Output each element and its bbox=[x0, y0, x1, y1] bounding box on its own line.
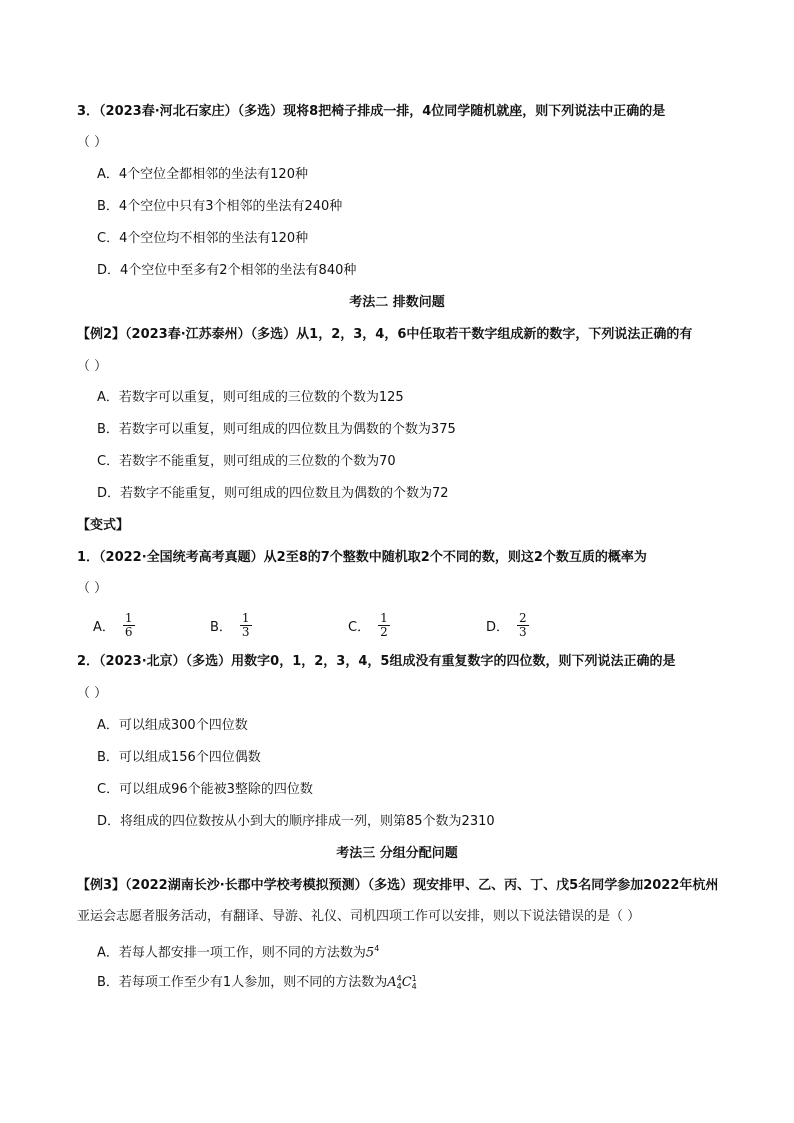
v1-option-c-letter: C． bbox=[348, 619, 371, 635]
v1-option-a bbox=[93, 608, 135, 642]
v1-option-d-letter: D． bbox=[486, 619, 510, 635]
v1-option-a-numerator: 1 bbox=[124, 610, 133, 625]
q3-stem-line1: 3．（2023春·河北石家庄）（多选）现将8把椅子排成一排，4位同学随机就座，则下列说法中正确的是 bbox=[77, 104, 666, 119]
q3-option-d: D．4个空位中至多有2个相邻的坐法有840种 bbox=[97, 263, 357, 278]
ex2-option-c: C．若数字不能重复，则可组成的三位数的个数为70 bbox=[97, 454, 396, 469]
section3-title: 考法三 分组分配问题 bbox=[336, 846, 458, 861]
ex3-stem-line1: 【例3】（2022湖南长沙·长郡中学校考模拟预测）（多选）现安排甲、乙、丙、丁、戊5名同学参加2022年杭州 bbox=[77, 878, 719, 893]
v2-stem-line1: 2．（2023·北京）（多选）用数字0，1，2，3，4，5组成没有重复数字的四位数，则下列说法正确的是 bbox=[77, 654, 676, 669]
section2-title: 考法二 排数问题 bbox=[349, 295, 445, 310]
ex3-option-a bbox=[97, 940, 379, 962]
v1-option-d-denominator: 3 bbox=[519, 624, 527, 639]
ex3-option-b-comb-symbol: C bbox=[401, 975, 412, 990]
ex3-option-a-base: 5 bbox=[365, 945, 375, 961]
v1-option-a-denominator: 6 bbox=[124, 624, 133, 639]
v1-option-b bbox=[210, 608, 252, 642]
v2-option-b: B．可以组成156个四位偶数 bbox=[97, 750, 261, 765]
v1-option-c-denominator: 2 bbox=[380, 624, 388, 639]
ex3-stem-line2: 亚运会志愿者服务活动，有翻译、导游、礼仪、司机四项工作可以安排，则以下说法错误的是（ ） bbox=[77, 909, 641, 924]
q3-answer-bracket: （ ） bbox=[77, 135, 108, 150]
ex3-option-b bbox=[97, 974, 417, 992]
ex2-option-d: D．若数字不能重复，则可组成的四位数且为偶数的个数为72 bbox=[97, 486, 449, 501]
v1-answer-bracket: （ ） bbox=[77, 581, 108, 596]
ex3-option-b-text: B．若每项工作至少有1人参加，则不同的方法数为 bbox=[97, 975, 388, 990]
ex3-option-b-perm-symbol: A bbox=[387, 975, 397, 990]
v1-option-d bbox=[486, 608, 529, 642]
q3-option-b: B．4个空位中只有3个相邻的坐法有240种 bbox=[97, 199, 343, 214]
v1-options-row bbox=[0, 608, 794, 642]
ex3-option-b-comb-indices bbox=[412, 975, 417, 991]
v1-option-b-numerator: 1 bbox=[241, 610, 250, 625]
v1-option-b-fraction bbox=[240, 612, 252, 639]
v2-answer-bracket: （ ） bbox=[77, 686, 108, 701]
variant-label: 【变式】 bbox=[77, 518, 130, 533]
v1-option-d-numerator: 2 bbox=[519, 610, 527, 625]
v1-option-c-numerator: 1 bbox=[380, 610, 388, 625]
v1-option-b-letter: B． bbox=[210, 619, 232, 635]
ex2-answer-bracket: （ ） bbox=[77, 359, 108, 374]
v1-stem-line1: 1．（2022·全国统考高考真题）从2至8的7个整数中随机取2个不同的数，则这2个数互质的概率为 bbox=[77, 550, 647, 565]
ex3-option-b-comb-sub: 4 bbox=[411, 981, 417, 991]
ex2-option-b: B．若数字可以重复，则可组成的四位数且为偶数的个数为375 bbox=[97, 422, 456, 437]
ex2-stem-line1: 【例2】（2023春·江苏泰州）（多选）从1，2，3，4，6中任取若干数字组成新的数字，下列说法正确的有 bbox=[77, 327, 693, 342]
ex3-option-a-exponent: 4 bbox=[374, 944, 380, 953]
ex3-option-a-text: A．若每人都安排一项工作，则不同的方法数为 bbox=[97, 945, 366, 961]
v1-option-c bbox=[348, 608, 390, 642]
v2-option-c: C．可以组成96个能被3整除的四位数 bbox=[97, 782, 313, 797]
ex3-option-b-perm-sub: 4 bbox=[396, 981, 402, 991]
ex3-option-b-perm-sup: 4 bbox=[396, 973, 402, 983]
ex3-option-b-comb-sup: 1 bbox=[411, 973, 417, 983]
q3-option-c: C．4个空位均不相邻的坐法有120种 bbox=[97, 231, 309, 246]
ex2-option-a: A．若数字可以重复，则可组成的三位数的个数为125 bbox=[97, 390, 404, 405]
v1-option-c-fraction bbox=[378, 612, 390, 639]
v1-option-b-denominator: 3 bbox=[241, 624, 250, 639]
v2-option-d: D．将组成的四位数按从小到大的顺序排成一列，则第85个数为2310 bbox=[97, 814, 495, 829]
v2-option-a: A．可以组成300个四位数 bbox=[97, 718, 248, 733]
v1-option-d-fraction bbox=[517, 612, 529, 639]
v1-option-a-letter: A． bbox=[93, 619, 115, 635]
v1-option-a-fraction bbox=[123, 612, 135, 639]
q3-option-a: A．4个空位全都相邻的坐法有120种 bbox=[97, 167, 308, 182]
